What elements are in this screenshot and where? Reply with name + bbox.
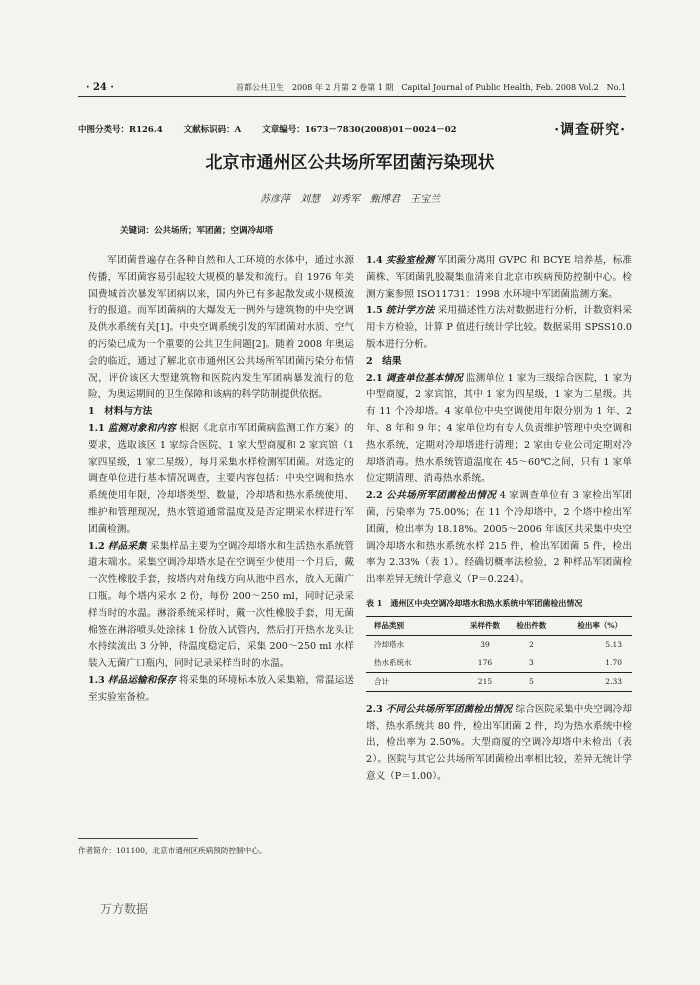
article-meta <box>78 123 475 135</box>
table-row <box>366 654 632 673</box>
author-footnote: 作者简介：101100，北京市通州区疾病预防控制中心。 <box>78 846 267 855</box>
subsection-number: 2.2 <box>366 490 383 502</box>
page-number: · 24 · <box>86 82 114 93</box>
intro-paragraph: 军团菌普遍存在各种自然和人工环境的水体中，通过水源传播，军团菌容易引起较大规模的暴发和流行。自 1976 年美国费城首次暴发军团病以来，国内外已有多起散发或小规模流行的报道。而军团菌病的大爆发无一例外与建筑物的中央空调及供水系统有关[1]。中央空调系统引发的军团菌对水质、空气的污染已成为一个重要的公共卫生问题[2]。随着 2008 年奥运会的临近，通过了解北京市通州区公共场所军团菌污染分布情况，评价该区大型建筑物和医院内发生军团病暴发流行的危险，为奥运期间的卫生保障和该病的科学防制提供依据。 <box>88 255 354 401</box>
subsection-text: 综合医院采集中央空调冷却塔、热水系统共 80 件，检出军团菌 2 件，均为热水系统中检出，检出率为 2.50%。大型商厦的空调冷却塔中未检出（表 2）。医院与其它公共场所军团菌检出率相比较，差异无统计学意义（P＝1.00）。 <box>366 703 633 782</box>
subsection-number: 1.4 <box>366 255 383 266</box>
subsection-title: 监测对象和内容 <box>107 422 176 434</box>
article-authors: 苏彦萍 刘慧 刘秀军 甄博君 王宝兰 <box>260 194 440 205</box>
subsection-title: 调查单位基本情况 <box>385 372 463 384</box>
table-row-total <box>366 672 632 691</box>
table-header-cell: 采样件数 <box>462 616 508 635</box>
table-row <box>366 635 632 654</box>
subsection-2-3 <box>366 702 632 786</box>
subsection-title: 样品采集 <box>107 540 147 552</box>
subsection-1-3 <box>88 673 354 707</box>
subsection-title: 不同公共场所军团菌检出情况 <box>385 703 513 715</box>
section-heading-results: 2 结果 <box>366 355 402 367</box>
article-number: 文章编号：1673－7830(2008)01－0024－02 <box>262 125 457 135</box>
subsection-number: 1.1 <box>88 422 105 434</box>
document-code: 文献标识码：A <box>183 125 242 135</box>
subsection-title: 样品运输和保存 <box>107 674 176 686</box>
article-title: 北京市通州区公共场所军团菌污染现状 <box>205 153 495 173</box>
subsection-title: 公共场所军团菌检出情况 <box>386 490 497 502</box>
subsection-1-1 <box>88 421 354 539</box>
left-column <box>88 253 354 707</box>
table-cell: 3 <box>529 657 534 667</box>
table-header-cell: 检出件数 <box>508 616 554 635</box>
subsection-text: 采集样品主要为空调冷却塔水和生活热水系统管道末端水。采集空调冷却塔水是在空调至少使用一个月后，戴一次性橡胶手套，按塔内对角线方向从池中舀水，放入无菌广口瓶。每个塔内采水 2 份，每份 200～250 ml，同时记录采样当时的水温。淋浴系统采样时，戴一次性橡胶手套，用无菌棉签在淋浴喷头处涂抹 1 份放入试管内，然后打开热水龙头让水持续流出 3 分钟，待温度稳定后，采集 200～250 ml 水样装入无菌广口瓶内，同时记录采样当时的水温。 <box>88 540 354 670</box>
table-cell: 1.70 <box>605 657 622 667</box>
table-header-cell: 检出率（%） <box>555 616 632 635</box>
table-cell: 冷却塔水 <box>374 639 404 649</box>
clc-number: 中图分类号：R126.4 <box>78 125 163 135</box>
table-cell: 5.13 <box>605 639 622 649</box>
running-header <box>78 78 626 94</box>
subsection-text: 4 家调查单位有 3 家检出军团菌，污染率为 75.00%；在 11 个冷却塔中，2 个塔中检出军团菌，检出率为 18.18%。2005～2006 年该区共采集中央空调冷却塔水和热水系统水样 215 件，检出军团菌 5 件，检出率为 2.33%（表 1）。经确切概率法检验，2 种样品军团菌检出率差异无统计学意义（P＝0.224）。 <box>366 490 632 586</box>
subsection-text: 军团菌分离用 GVPC 和 BCYE 培养基，标准菌株、军团菌乳胶凝集血清来自北京市疾病预防控制中心。检测方案参照 ISO11731：1998 水环境中军团菌监测方案。 <box>366 255 632 300</box>
keywords: 关键词：公共场所；军团菌；空调冷却塔 <box>120 226 274 236</box>
subsection-title: 实验室检测 <box>385 255 435 266</box>
right-column <box>366 253 632 786</box>
subsection-text: 将采集的环境标本放入采集箱，常温运送至实验室备检。 <box>88 674 355 703</box>
subsection-title: 统计学方法 <box>385 305 435 317</box>
subsection-2-1 <box>366 371 632 489</box>
table-cell: 5 <box>508 672 554 691</box>
subsection-1-5 <box>366 303 632 353</box>
header-rule <box>78 96 626 97</box>
watermark-text: 万方数据 <box>100 902 149 916</box>
table-cell: 215 <box>462 672 508 691</box>
subsection-1-4 <box>366 253 632 303</box>
subsection-number: 2.3 <box>366 703 383 715</box>
subsection-number: 1.5 <box>366 305 383 317</box>
footnote-rule <box>78 838 198 839</box>
table-cell: 39 <box>480 639 490 649</box>
table-header-cell: 样品类别 <box>366 616 462 635</box>
subsection-text: 根据《北京市军团菌病监测工作方案》的要求，选取该区 1 家综合医院、1 家大型商厦和 2 家宾馆（1 家四星级，1 家二星级），每月采集水样检测军团菌。对选定的调查单位进行基本情况调查，主要内容包括：中央空调和热水系统使用年限，冷却塔类型、数量，冷却塔和热水系统使用、维护和管理现况，热水管道通常温度及是否定期采水样进行军团菌检测。 <box>88 422 355 535</box>
table-cell: 热水系统水 <box>374 657 412 667</box>
section-heading-methods: 1 材料与方法 <box>88 406 153 418</box>
subsection-number: 1.2 <box>88 540 105 552</box>
subsection-text: 采用描述性方法对数据进行分析，计数资料采用卡方检验，计算 P 值进行统计学比较。数据采用 SPSS10.0 版本进行分析。 <box>366 305 632 350</box>
table-cell: 合计 <box>366 672 462 691</box>
results-table <box>366 616 632 692</box>
subsection-number: 1.3 <box>88 674 105 686</box>
table-caption: 表 1 通州区中央空调冷却塔水和热水系统中军团菌检出情况 <box>366 597 583 608</box>
table-header-row <box>366 616 632 635</box>
subsection-text: 监测单位 1 家为三级综合医院，1 家为中型商厦，2 家宾馆，其中 1 家为四星级，1 家为二星级。共有 11 个冷却塔。4 家单位中央空调使用年限分别为 1 年、2 年、8 年和 9 年；4 家单位均有专人负责维护管理中央空调和热水系统，定期对冷却塔进行清理；2 家由专业公司定期对冷却塔消毒。热水系统管道温度在 45～60℃之间，只有 1 家单位定期清理、消毒热水系统。 <box>366 372 632 485</box>
table-cell: 176 <box>477 657 493 667</box>
subsection-2-2 <box>366 488 632 589</box>
subsection-1-2 <box>88 539 354 673</box>
table-cell: 2.33 <box>555 672 632 691</box>
subsection-number: 2.1 <box>366 372 383 384</box>
table-cell: 2 <box>529 639 534 649</box>
journal-info: 首都公共卫生 2008 年 2 月第 2 卷第 1 期 Capital Journal of Public Health, Feb. 2008 Vol.2 No.1 <box>235 83 626 92</box>
section-tag: ·调查研究· <box>554 122 626 138</box>
